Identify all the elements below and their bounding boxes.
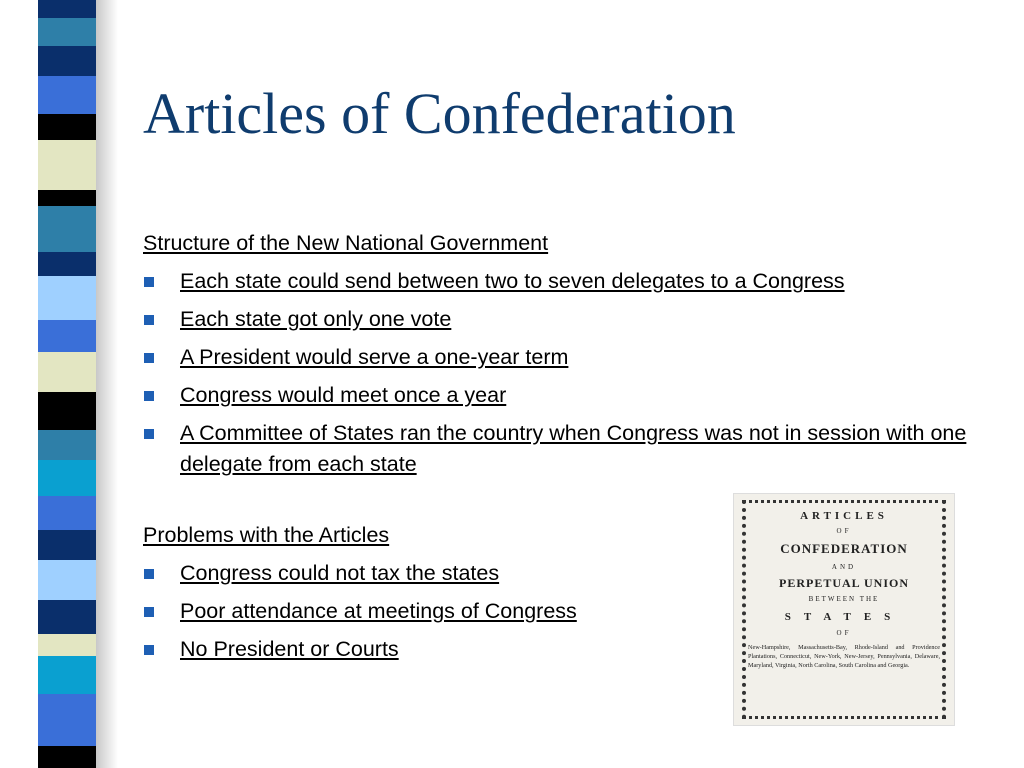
list-item: Each state got only one vote (143, 304, 983, 335)
section-heading-problems: Problems with the Articles (143, 523, 390, 547)
square-bullet-icon (144, 277, 154, 287)
stripe-segment (38, 76, 96, 114)
slide-title: Articles of Confederation (143, 81, 736, 146)
list-item: Each state could send between two to seven delegates to a Congress (143, 266, 983, 297)
stripe-segment (38, 694, 96, 746)
stripe-segment (38, 46, 96, 76)
stripe-segment (38, 252, 96, 276)
stripe-segment (38, 746, 96, 768)
stripe-segment (38, 600, 96, 634)
list-item: A Committee of States ran the country when Congress was not in session with one delegate from each state (143, 418, 983, 480)
stripe-segment (38, 496, 96, 530)
stripe-segment (38, 560, 96, 600)
stripe-segment (38, 276, 96, 320)
articles-document-image (733, 493, 955, 726)
list-item: No President or Courts (143, 634, 983, 665)
stripe-segment (38, 656, 96, 694)
doc-line-confederation: CONFEDERATION (780, 541, 908, 556)
doc-line-states: STATES (784, 611, 904, 623)
document-text (748, 510, 940, 670)
list-item: Poor attendance at meetings of Congress (143, 596, 983, 627)
stripe-segment (38, 392, 96, 430)
stripe-segment (38, 140, 96, 190)
stripe-segment (38, 430, 96, 460)
stripe-segment (38, 0, 96, 18)
stripe-segment (38, 114, 96, 140)
doc-line-state-list: New-Hampshire, Massachusetts-Bay, Rhode-Island and Providence Plantations, Connecticut, New-York, New-Jersey, Pennsylvania, Delaware, Maryland, Virginia, North Carolina, South Carolina and Georgia. (748, 644, 940, 669)
section-heading-structure: Structure of the New National Government (143, 231, 549, 255)
square-bullet-icon (144, 429, 154, 439)
square-bullet-icon (144, 353, 154, 363)
square-bullet-icon (144, 645, 154, 655)
stripe-segment (38, 352, 96, 392)
square-bullet-icon (144, 607, 154, 617)
list-item: Congress would meet once a year (143, 380, 983, 411)
square-bullet-icon (144, 391, 154, 401)
list-item: A President would serve a one-year term (143, 342, 983, 373)
decorative-stripe (38, 0, 96, 768)
doc-line-between-the: BETWEEN THE (808, 595, 880, 603)
doc-line-of-2: OF (836, 629, 852, 637)
stripe-segment (38, 320, 96, 352)
stripe-segment (38, 634, 96, 656)
bullet-list-structure (143, 266, 983, 480)
stripe-segment (38, 190, 96, 206)
doc-line-of: OF (836, 527, 852, 535)
square-bullet-icon (144, 315, 154, 325)
square-bullet-icon (144, 569, 154, 579)
doc-line-articles: ARTICLES (800, 510, 888, 522)
stripe-segment (38, 530, 96, 560)
stripe-segment (38, 206, 96, 252)
stripe-segment (38, 18, 96, 46)
doc-line-perpetual-union: PERPETUAL UNION (778, 576, 909, 590)
stripe-shadow (96, 0, 118, 768)
stripe-segment (38, 460, 96, 496)
doc-line-and: AND (831, 563, 857, 571)
list-item: Congress could not tax the states (143, 558, 983, 589)
